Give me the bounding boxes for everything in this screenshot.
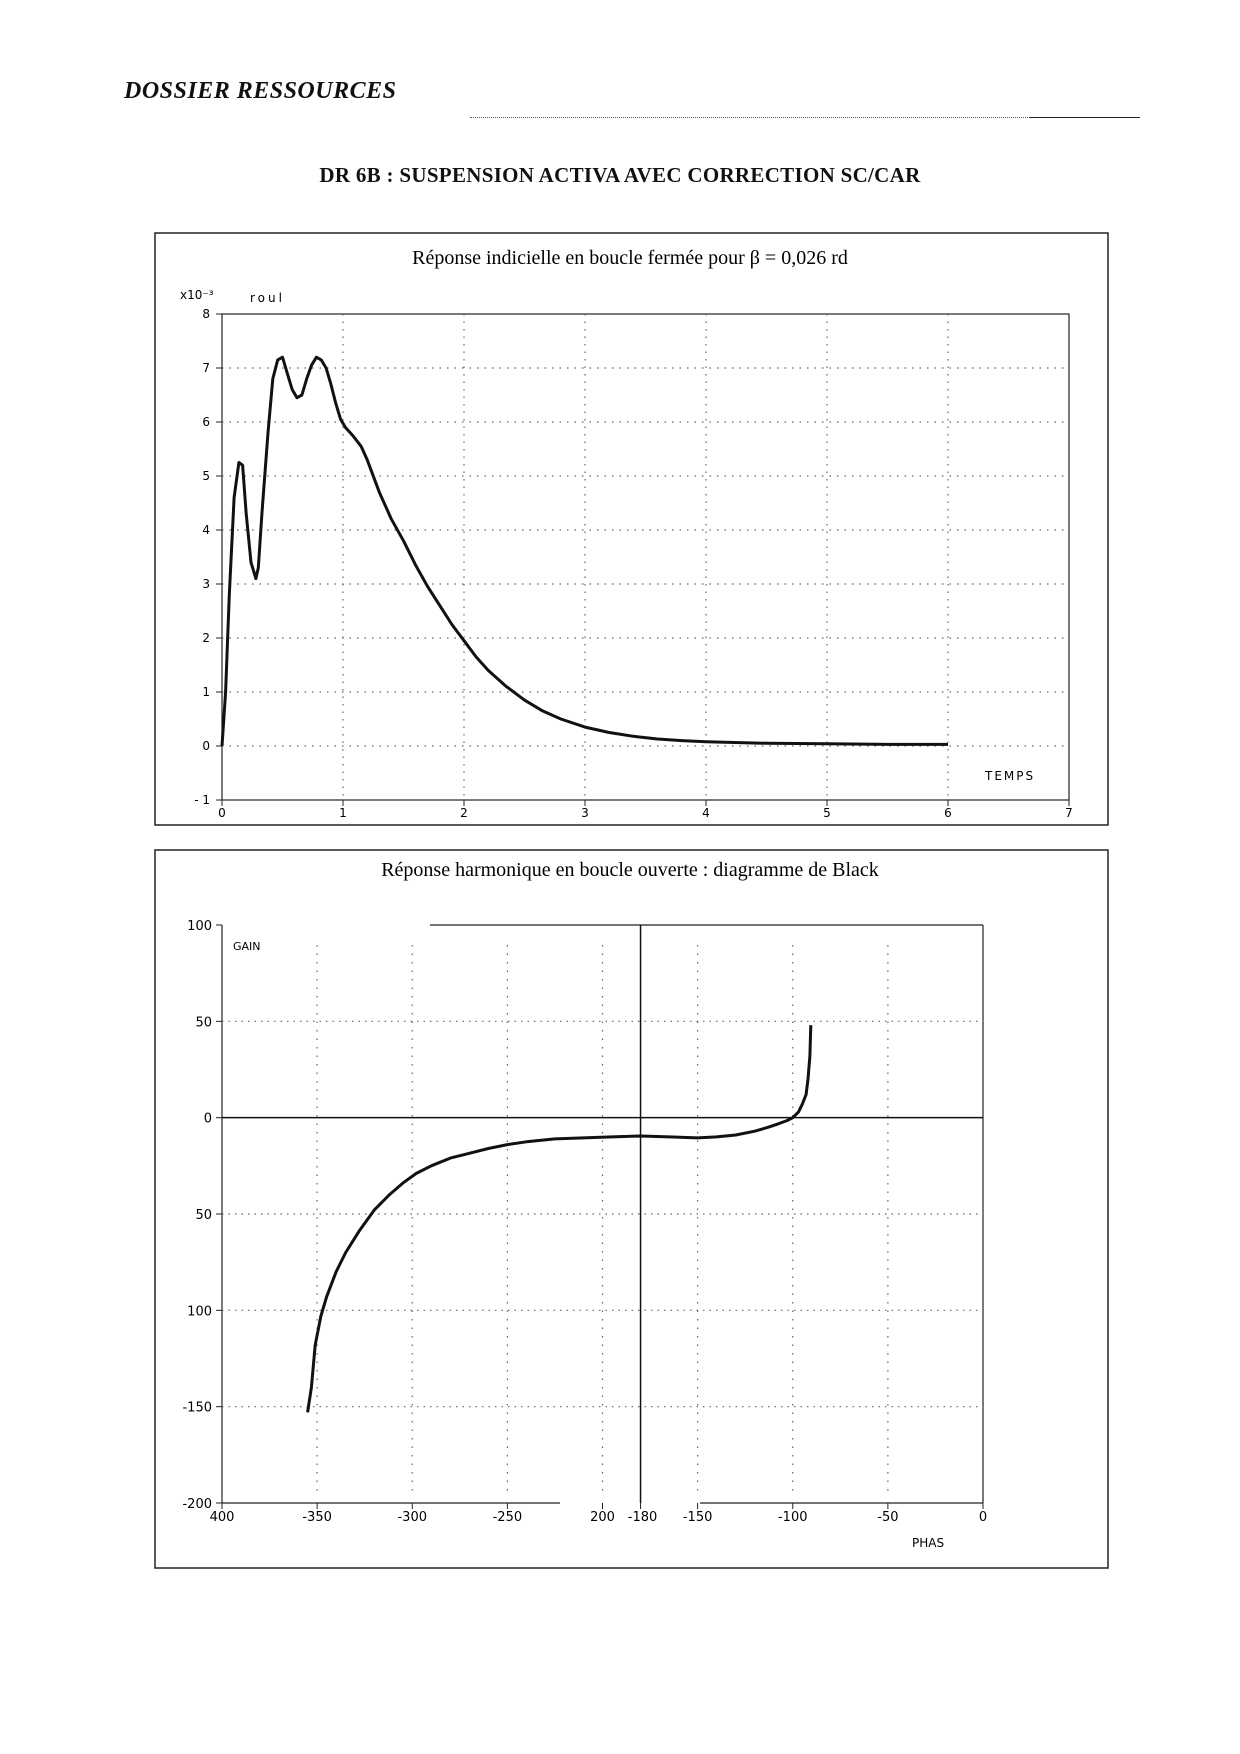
x-tick-label: 6: [944, 806, 952, 820]
black-diagram-ticks: [182, 919, 987, 1525]
black-diagram-frame: [155, 850, 1108, 1568]
x-tick-label: -50: [877, 1510, 899, 1525]
black-diagram-line: [308, 1025, 811, 1412]
y-tick-label: 1: [202, 685, 210, 699]
x-tick-label: -150: [682, 1510, 713, 1525]
y-tick-label: 5: [202, 469, 210, 483]
step-response-title: Réponse indicielle en boucle fermée pour β = 0,026 rd: [412, 247, 848, 269]
y-tick-label: 100: [187, 1304, 212, 1320]
black-diagram-grid: [222, 945, 983, 1493]
y-tick-label: 50: [195, 1015, 212, 1031]
y-tick-label: 3: [202, 577, 210, 591]
x-tick-label: 400: [209, 1510, 235, 1525]
y-tick-label: 50: [195, 1208, 212, 1223]
x-tick-label: 4: [702, 806, 710, 820]
page-title: DR 6B : SUSPENSION ACTIVA AVEC CORRECTION SC/CAR: [319, 163, 921, 187]
x-tick-label: 1: [339, 806, 347, 820]
x-tick-label: -300: [397, 1510, 428, 1525]
black-diagram-axes: [222, 925, 983, 1503]
y-tick-label: 0: [203, 1111, 212, 1127]
y-tick-label: - 1: [194, 793, 210, 807]
y-tick-label: 8: [202, 307, 210, 321]
black-diagram-title: Réponse harmonique en boucle ouverte : diagramme de Black: [381, 859, 879, 881]
y-tick-label: 0: [202, 739, 210, 753]
y-tick-label: 100: [187, 919, 212, 934]
y-tick-label: 7: [202, 361, 210, 375]
x-tick-label: -180: [627, 1510, 658, 1525]
x-tick-label: 200: [590, 1510, 615, 1525]
x-tick-label: 2: [460, 806, 468, 820]
x-tick-label: -100: [777, 1510, 808, 1525]
x-tick-label: -250: [492, 1510, 523, 1525]
step-response-y-label: roul: [250, 291, 285, 305]
step-response-y-multiplier: x10⁻³: [180, 288, 214, 302]
x-tick-label: -350: [302, 1510, 332, 1525]
y-tick-label: 6: [202, 415, 210, 429]
x-tick-label: 0: [978, 1510, 988, 1525]
y-tick-label: 2: [202, 631, 210, 645]
black-diagram-y-label: GAIN: [233, 940, 261, 953]
y-tick-label: -200: [182, 1497, 212, 1512]
x-tick-label: 0: [218, 806, 226, 820]
x-tick-label: 3: [581, 806, 589, 820]
header-title: DOSSIER RESSOURCES: [124, 78, 397, 104]
y-tick-label: 4: [202, 523, 210, 537]
y-tick-label: -150: [182, 1400, 212, 1416]
step-response-x-label: TEMPS: [985, 769, 1036, 783]
black-diagram-x-label: PHAS: [912, 1536, 945, 1550]
x-tick-label: 5: [823, 806, 831, 820]
x-tick-label: 7: [1065, 806, 1073, 820]
